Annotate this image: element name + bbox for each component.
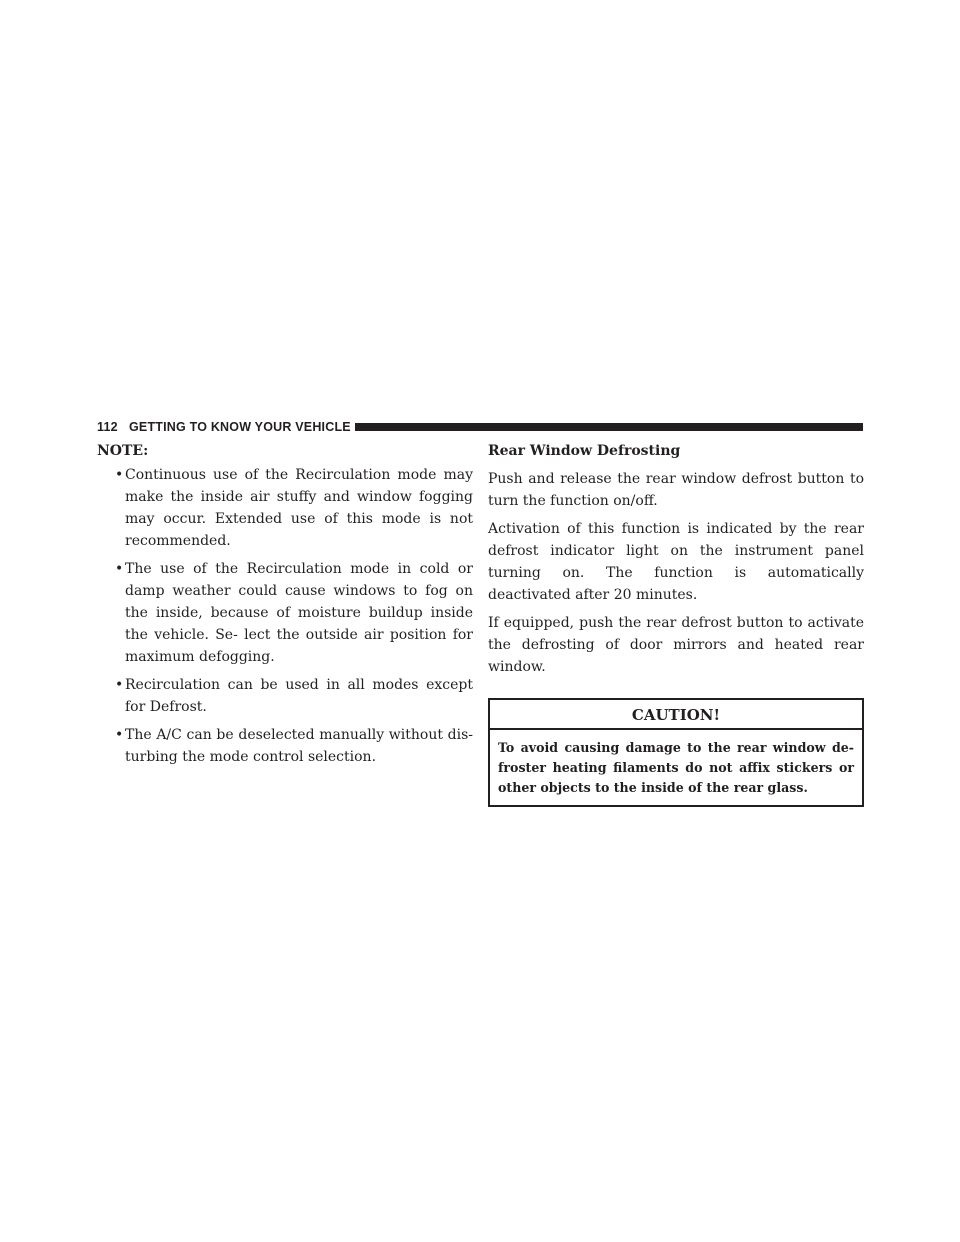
note-bullet-item	[97, 724, 473, 768]
bullet-icon: •	[115, 561, 124, 577]
body-paragraph: If equipped, push the rear defrost button to activate the defrosting of door mirrors and heated rear window.	[488, 615, 864, 675]
left-column	[97, 440, 473, 774]
header-rule	[355, 423, 863, 431]
page-number: 112	[97, 420, 118, 434]
note-bullet-item	[97, 464, 473, 552]
note-bullet-text: Continuous use of the Recirculation mode may make the inside air stuffy and window fogging may occur. Extended use of this mode is not recommended.	[125, 467, 473, 549]
section-label: GETTING TO KNOW YOUR VEHICLE	[129, 420, 351, 434]
note-bullet-text: The A/C can be deselected manually without dis- turbing the mode control selection.	[125, 727, 473, 765]
caution-text: To avoid causing damage to the rear window de- froster heating filaments do not affix stickers or other objects to the inside of the rear glass.	[498, 740, 854, 795]
caution-title: CAUTION!	[490, 700, 862, 730]
note-bullet-item	[97, 674, 473, 718]
note-bullet-list	[97, 464, 473, 768]
right-column	[488, 440, 864, 807]
body-paragraph: Push and release the rear window defrost button to turn the function on/off.	[488, 471, 864, 509]
caution-box	[488, 698, 864, 807]
bullet-icon: •	[115, 727, 124, 743]
body-paragraph: Activation of this function is indicated by the rear defrost indicator light on the instrument panel turning on. The function is automatically deactivated after 20 minutes.	[488, 521, 864, 603]
note-heading: NOTE:	[97, 443, 149, 459]
note-bullet-text: The use of the Recirculation mode in cold or damp weather could cause windows to fog on the inside, because of moisture buildup inside the vehicle. Se- lect the outside air position for maximum defogging.	[125, 561, 473, 665]
bullet-icon: •	[115, 677, 124, 693]
page-header	[97, 419, 863, 435]
note-bullet-text: Recirculation can be used in all modes except for Defrost.	[125, 677, 473, 715]
section-heading: Rear Window Defrosting	[488, 443, 681, 459]
bullet-icon: •	[115, 467, 124, 483]
note-bullet-item	[97, 558, 473, 668]
